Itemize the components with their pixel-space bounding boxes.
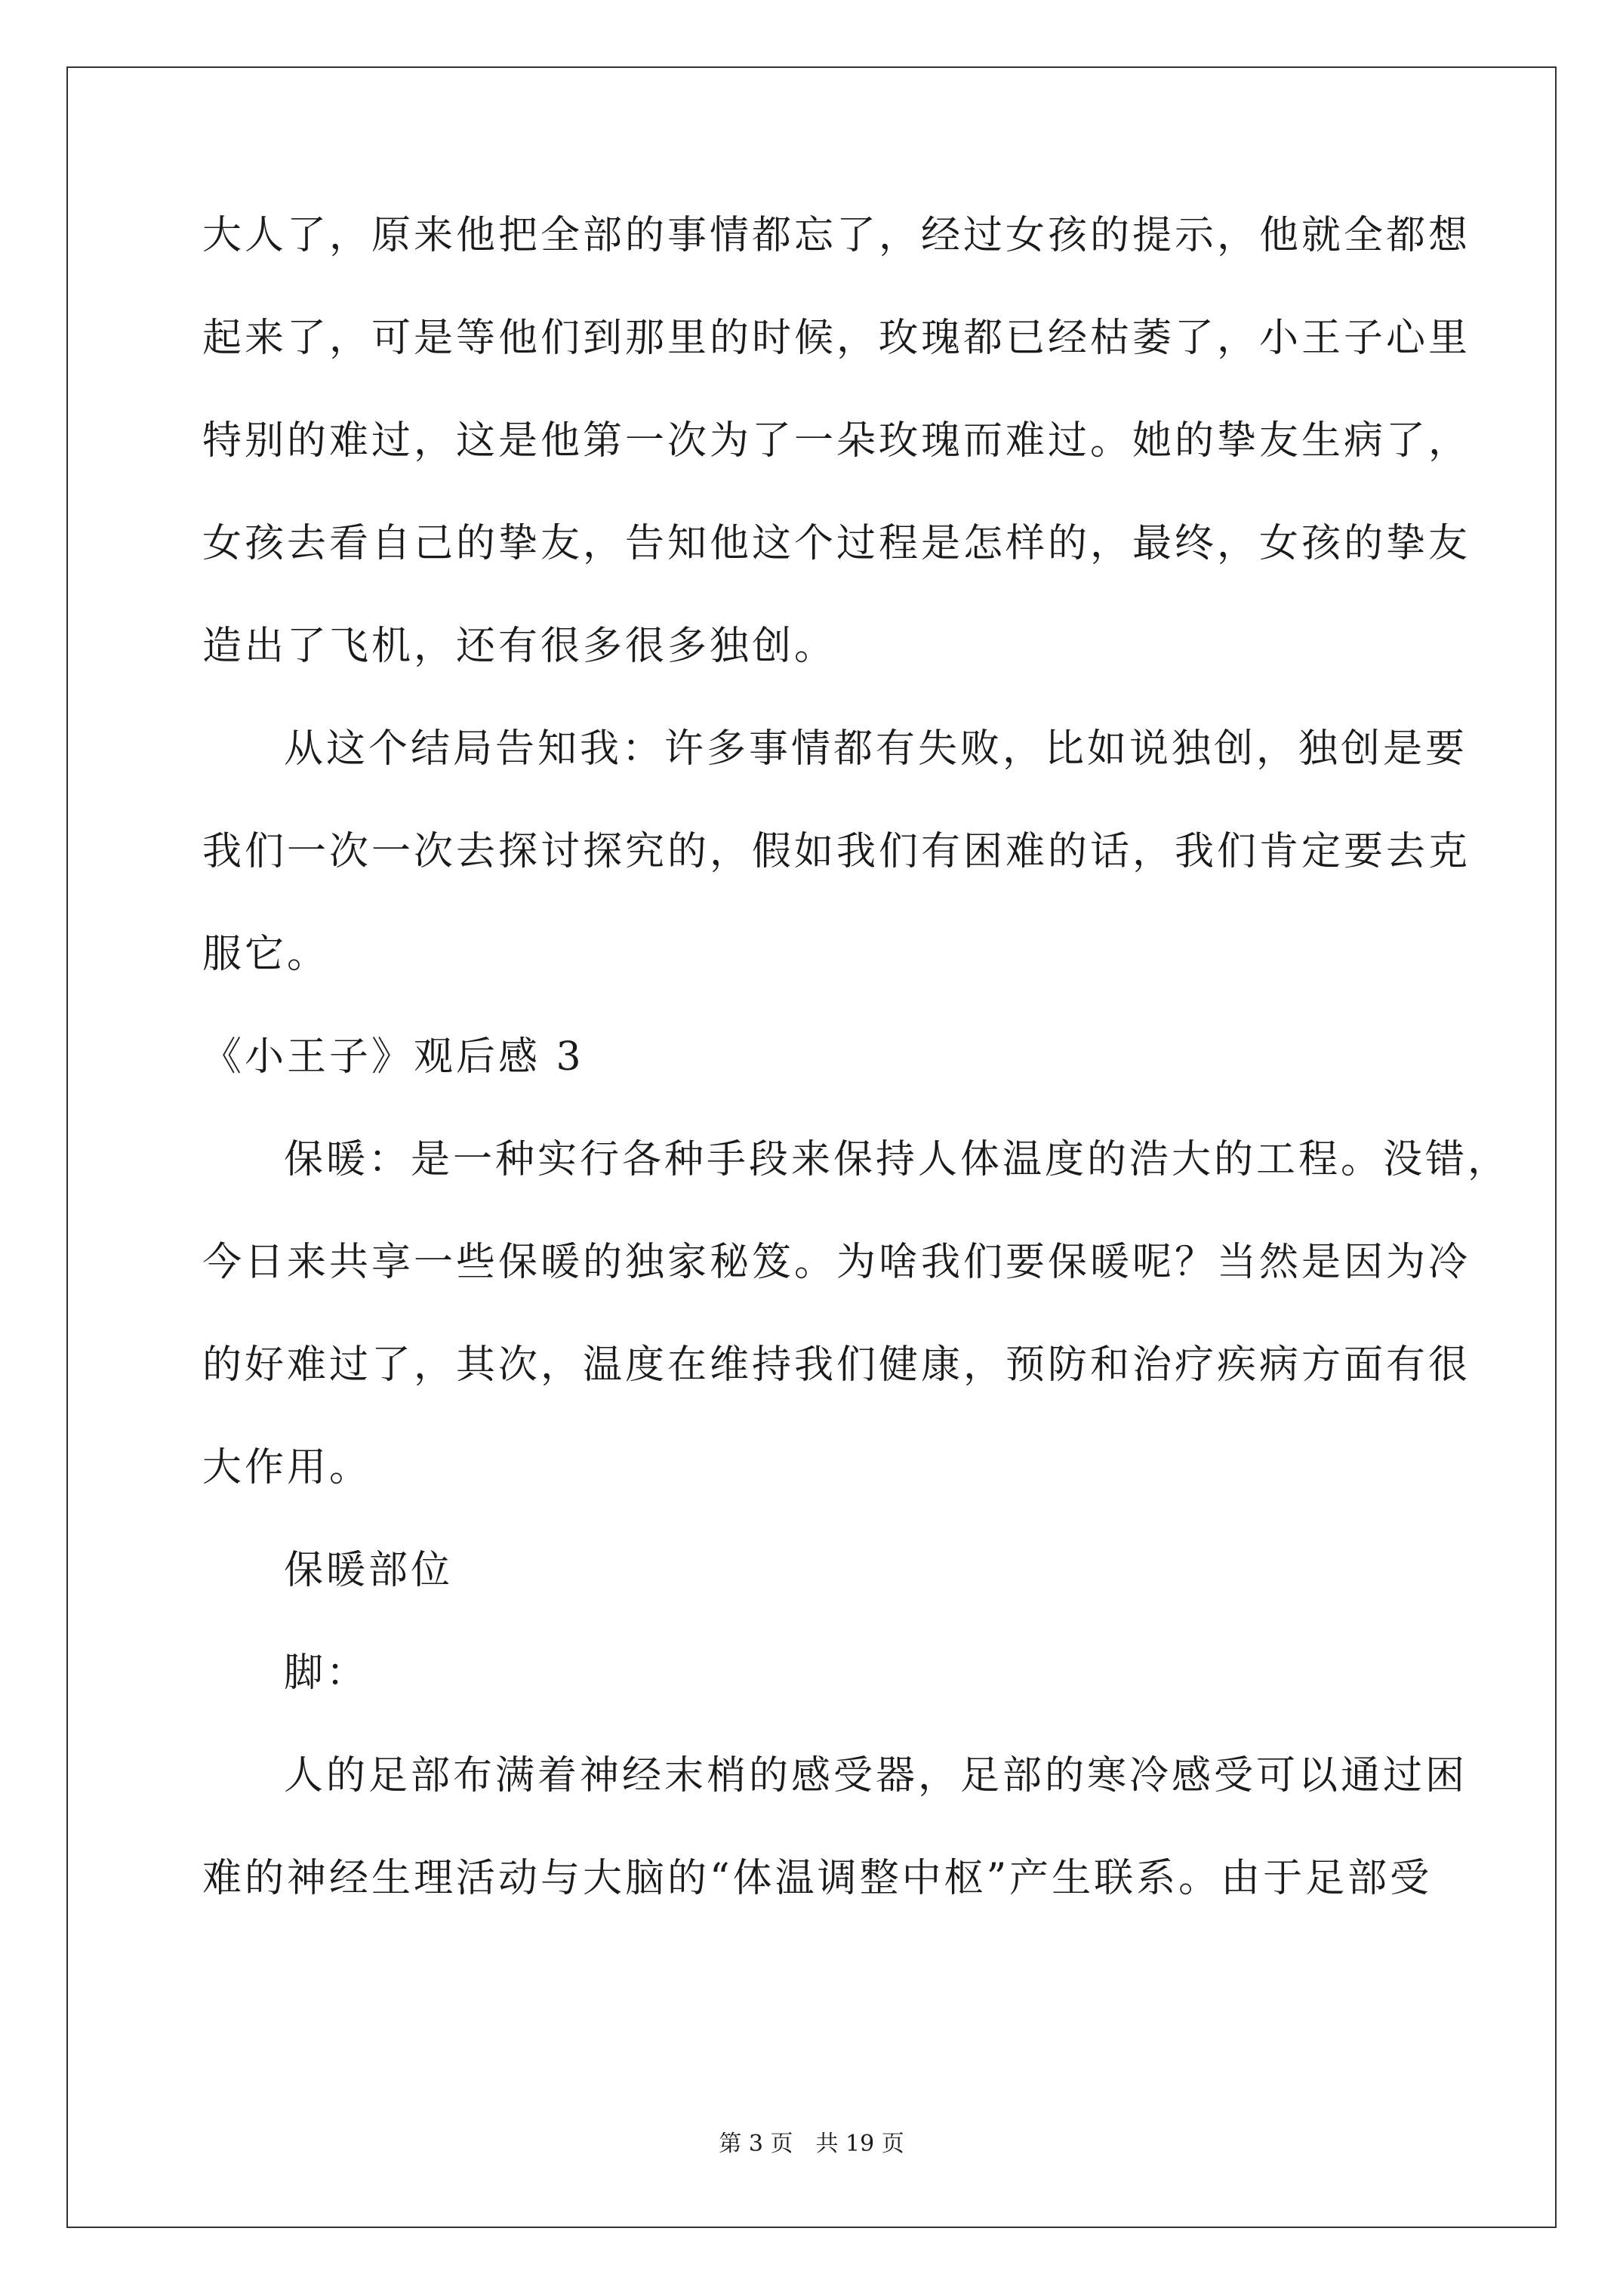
section-heading: 《小王子》观后感 3 [202,1034,584,1080]
text-line: 今日来共享一些保暖的独家秘笈。为啥我们要保暖呢？当然是因为冷 [202,1240,1471,1285]
text-line: 大作用。 [202,1445,372,1490]
text-line: 特别的难过，这是他第一次为了一朵玫瑰而难过。她的挚友生病了， [202,418,1471,464]
text-line: 的好难过了，其次，温度在维持我们健康，预防和治疗疾病方面有很 [202,1342,1471,1388]
subheading: 保暖部位 [284,1548,454,1593]
paragraph-start-line: 从这个结局告知我：许多事情都有失败，比如说独创，独创是要 [284,726,1468,772]
text-line: 女孩去看自己的挚友，告知他这个过程是怎样的，最终，女孩的挚友 [202,521,1471,566]
text-line: 起来了，可是等他们到那里的时候，玫瑰都已经枯萎了，小王子心里 [202,316,1471,361]
subheading: 脚： [284,1650,369,1696]
text-line: 大人了，原来他把全部的事情都忘了，经过女孩的提示，他就全都想 [202,213,1471,258]
page-number-footer: 第 3 页 共 19 页 [719,2131,904,2157]
paragraph-start-line: 保暖：是一种实行各种手段来保持人体温度的浩大的工程。没错， [284,1137,1511,1182]
paragraph-start-line: 人的足部布满着神经末梢的感受器，足部的寒冷感受可以通过困 [284,1753,1468,1798]
text-line: 造出了飞机，还有很多很多独创。 [202,624,837,669]
text-line: 我们一次一次去探讨探究的，假如我们有困难的话，我们肯定要去克 [202,829,1471,874]
text-line: 难的神经生理活动与大脑的“体温调整中枢”产生联系。由于足部受 [202,1856,1433,1901]
text-line: 服它。 [202,932,330,977]
